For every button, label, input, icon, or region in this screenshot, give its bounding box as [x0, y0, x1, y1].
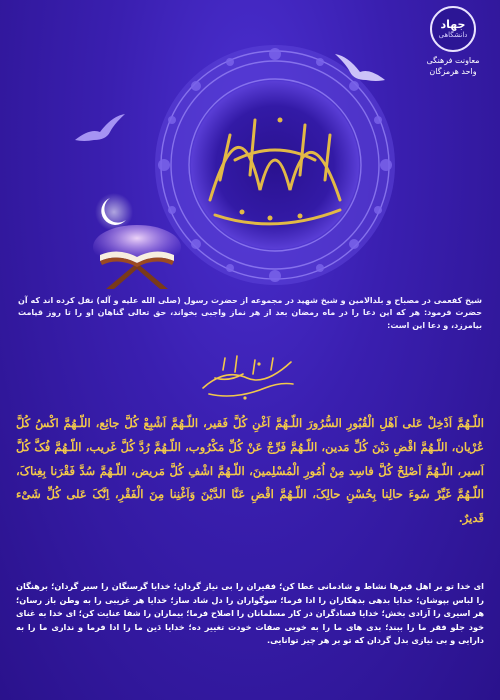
logo-unit-line-1: معاونت فرهنگی [426, 56, 480, 65]
bismillah-calligraphy-icon [195, 348, 300, 406]
dove-icon [70, 110, 130, 150]
logo-wordmark: جهاد [440, 17, 466, 31]
quran-rehal-icon [92, 225, 182, 295]
translation-text: ای خدا تو بر اهل قبرها نشاط و شادمانی عطا کن؛ فقیران را بی نیاز گردان؛ خدایا گرسنگان را سیر گردان؛ برهنگان را لباس بپوشان؛ خدایا بدهی بدهکاران را ادا فرما؛ سوگواران را دل شاد ساز؛ خدایا هر غریبی را به وطن باز رسان؛ هر اسیری را آزادی بخش؛ خدایا فسادگران در کار مسلمانان را اصلاح فرما؛ بیماران را شفا عنایت کن؛ ای خدا به غنای خود جلو فقر ما را ببند؛ بدی های ما را به خوبی صفات خودت تغییر ده؛ خدایا دَین ما را ادا فرما و نداری ما را به دارایی و بی نیازی بدل گردان که تو بر هر چیز توانایی. [16, 581, 484, 646]
dua-text: اللّـهُمَّ اَدْخِلْ عَلی اَهْلِ الْقُبُورِ السُّرُورَ اللّـهُمَّ اَغْنِ کُلَّ فَقیر، اللّـهُمَّ اَشْبِعْ کُلَّ جائِع، اللّـهُمَّ اکْسُ کُلَّ عُرْیان، اللّـهُمَّ اقْضِ دَیْنَ کُلِّ مَدین، اللّـهُمَّ فَرِّجْ عَنْ کُلِّ مَکْرُوب، اللّـهُمَّ رُدَّ کُلَّ غَریب، اللّـهُمَّ فُکَّ کُلَّ اَسیر، اللّـهُمَّ اَصْلِحْ کُلَّ فاسِد مِنْ اُمُورِ الْمُسْلِمینَ، اللّـهُمَّ اشْفِ کُلَّ مَریض، اللّـهُمَّ سُدَّ فَقْرَنا بِغِناکَ، اللّـهُمَّ غَیِّرْ سُوءَ حالِنا بِحُسْنِ حالِکَ، اللّـهُمَّ اقْضِ عَنَّا الدَّیْنَ وَاَغْنِنا مِنَ الْفَقْرِ، اِنَّکَ عَلی کُلِّ شَیْء قَدیرٌ. [16, 416, 484, 526]
dove-icon [330, 50, 390, 90]
intro-text: شیخ کفعمی در مصباح و بلدالامین و شیخ شهید در مجموعه از حضرت رسول (صلی الله علیه و آله) نقل کرده اند که آن حضرت فرمود: هر که این دعا را در ماه رمضان بعد از هر نماز واجبی بخواند، حق تعالی گناهان او را تا روز قیامت بیامرزد، و دعا این است: [18, 296, 482, 330]
organization-logo [414, 6, 492, 78]
logo-unit-line-2: واحد هرمزگان [429, 66, 477, 76]
jahad-logo-icon [430, 6, 476, 52]
logo-university: دانشگاهی [438, 31, 468, 40]
